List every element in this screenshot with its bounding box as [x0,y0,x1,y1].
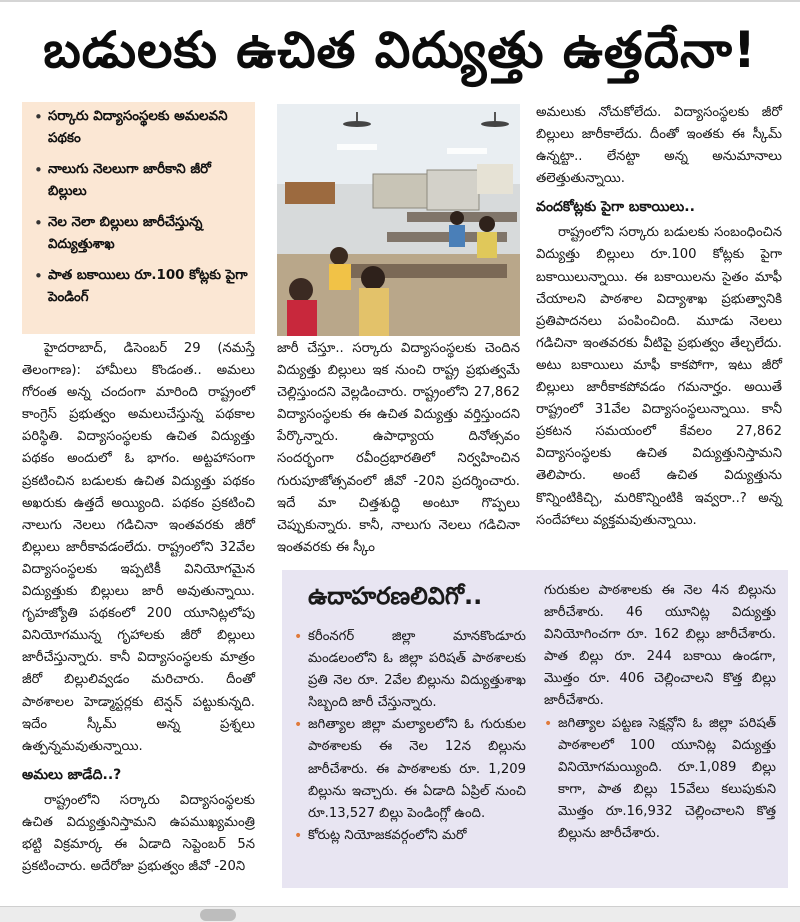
headline: బడులకు ఉచిత విద్యుత్తు ఉత్తదేనా! [43,21,757,79]
highlights-box [22,102,255,334]
article-column-1 [22,338,255,898]
examples-title: ఉదాహరణలివిగో.. [308,582,483,610]
example-text: జగిత్యాల జిల్లా మల్యాలలోని ఓ గురుకుల పాఠశాలకు ఈ నెల 12న బిల్లును జారీచేశారు. ఈ పాఠశాలకు రూ. 1,209 బిల్లును ఇచ్చారు. ఈ ఏడాది ఏప్రిల్ నుంచి రూ.13,527 బిల్లు పెండింగ్లో ఉంది. [308,717,526,821]
bullet-icon: • [34,267,43,285]
section-subhead: అమలు జాడేది..? [22,766,122,783]
highlight-item [34,265,249,309]
bullet-icon: • [294,827,303,844]
example-text: కోరుట్ల నియోజకవర్గంలోని మరో [308,827,467,843]
highlight-text: నెల నెలా బిల్లులు జారీచేస్తున్న విద్యుత్తుశాఖ [48,215,203,252]
example-text: కరీంనగర్ జిల్లా మానకొండూరు మండలంలోని ఓ జిల్లా పరిషత్ పాఠశాలకు ప్రతి నెల రూ. 2వేల బిల్లును విద్యుత్తుశాఖ సిబ్బంది జారీ చేస్తున్నారు. [308,629,526,711]
article-column-2 [277,338,520,564]
article-paragraph: జారీ చేస్తూ.. సర్కారు విద్యాసంస్థలకు చెందిన విద్యుత్తు బిల్లులు ఇక నుంచి రాష్ట్ర ప్రభుత్వమే చెల్లిస్తుందని వెల్లడించారు. రాష్ట్రంలోని 27,862 విద్యాసంస్థలకు ఈ ఉచిత విద్యుత్తు వర్తిస్తుందని పేర్కొన్నారు. ఉపాధ్యాయ దినోత్సవం సందర్భంగా రవీంద్రభారతిలో నిర్వహించిన గురుపూజోత్సవంలో జీవో -20ని ప్రదర్శించారు. ఇదే మా చిత్తశుద్ధి అంటూ గొప్పలు చెప్పుకున్నారు. కానీ, నాలుగు నెలలు గడిచినా ఇంతవరకు ఈ స్కీం [277,341,520,555]
highlight-text: సర్కారు విద్యాసంస్థలకు అమలవని పథకం [48,109,228,146]
bullet-icon: • [34,108,43,126]
example-item [544,713,776,846]
bullet-icon: • [294,629,303,645]
highlight-text: పాత బకాయిలు రూ.100 కోట్లకు పైగా పెండింగ్ [48,268,248,305]
article-column-3 [536,102,782,562]
bullet-icon: • [544,715,553,732]
article-paragraph: అమలుకు నోచుకోలేదు. విద్యాసంస్థలకు జీరో బిల్లులు జారీకాలేదు. దీంతో ఇంతకు ఈ స్కీమ్ ఉన్నట్టా.. లేనట్టా అన్న అనుమానాలు తలెత్తుతున్నాయి. [536,105,782,187]
highlight-text: నాలుగు నెలలుగా జారీకాని జీరో బిల్లులు [48,162,211,199]
article-paragraph: రాష్ట్రంలోని సర్కారు బడులకు సంబంధించిన విద్యుత్తు బిల్లులు రూ.100 కోట్లకు పైగా బకాయిలున్నాయి. ఈ బకాయిలను సైతం మాఫీ చేయాలని పాఠశాల విద్యాశాఖ ప్రభుత్వానికి ప్రతిపాదనలు పంపించింది. మూడు నెలలు గడిచినా ఇంతవరకు వీటిపై ప్రభుత్వం తేల్చలేదు. అటు బకాయిలు మాఫీ కాకపోగా, ఇటు జీరో బిల్లులు జారీకాకపోవడం గమనార్హం. అయితే రాష్ట్రంలో 31వేల విద్యాసంస్థలున్నాయి. కానీ ప్రకటన సమయంలో కేవలం 27,862 విద్యాసంస్థలకు ఉచిత విద్యుత్తునిస్తామని తెలిపారు. అంటే ఉచిత విద్యుత్తును కొన్నింటికిచ్చి, మరికొన్నింటికి ఇవ్వరా..? అన్న సందేహాలు వ్యక్తమవుతున్నాయి. [536,225,782,528]
bullet-icon: • [34,161,43,179]
example-item [294,714,526,824]
top-rule [0,0,800,2]
classroom-photo [277,104,520,336]
example-item [294,825,526,847]
bullet-icon: • [294,717,303,734]
example-text: జగిత్యాల పట్టణ సెక్షన్లోని ఓ జిల్లా పరిషత్ పాఠశాలలో 100 యూనిట్ల విద్యుత్తు వినియోగమయ్యింది. రూ.1,089 బిల్లు కాగా, పాత బిల్లు 15వేలు కలుపుకుని మొత్తం రూ.16,932 చెల్లించాలని కొత్త బిల్లును జారీచేశారు. [558,715,776,842]
bullet-icon: • [34,214,43,232]
section-subhead: వందకోట్లకు పైగా బకాయిలు.. [536,199,695,216]
examples-box [282,570,788,888]
article-paragraph: రాష్ట్రంలోని సర్కారు విద్యాసంస్థలకు ఉచిత విద్యుత్తునిస్తామని ఉపముఖ్యమంత్రి భట్టి విక్రమార్క ఈ ఏడాది సెప్టెంబర్ 5న ప్రకటించారు. అదేరోజు ప్రభుత్వం జీవో -20ని [22,792,255,875]
classroom-illustration [277,104,520,336]
article-paragraph: హైదరాబాద్, డిసెంబర్ 29 (నమస్తే తెలంగాణ): హామీలు కొండంత.. అమలు గోరంత అన్న చందంగా మారింది రాష్ట్రంలో కాంగ్రెస్ ప్రభుత్వం అమలుచేస్తున్న పథకాల పరిస్థితి. విద్యాసంస్థలకు ఉచిత విద్యుత్తు పథకం అందులో ఓ భాగం. అట్టహాసంగా ప్రకటించిన బడులకు ఉచిత విద్యుత్తు పథకం అఖరుకు ఉత్తదే అయ్యింది. పథకం ప్రకటించి నాలుగు నెలలు గడిచినా ఇంతవరకు జీరో బిల్లులు జారీకావడంలేదు. రాష్ట్రంలోని 32వేల విద్యాసంస్థలకు ఇప్పటికీ వినియోగమైన విద్యుత్తుకు బిల్లులు జారీ అవుతున్నాయి. గృహజ్యోతి పథకంలో 200 యూనిట్లలోపు వినియోగమున్న గృహాలకు జీరో బిల్లులు జారీచేస్తున్నారు. కానీ విద్యాసంస్థలకు మాత్రం జీరో బిల్లులివ్వడం మరిచారు. దీంతో పాఠశాలల హెడ్మాస్టర్లకు టెన్షన్ పట్టుకున్నది. ఇదేం స్కీమ్ అన్న ప్రశ్నలు ఉత్పన్నమవుతున్నాయి. [22,341,255,754]
examples-left-column [294,626,526,847]
footer-logo-icon [200,909,236,921]
examples-right-column [544,580,776,845]
highlight-item [34,106,249,150]
highlight-item [34,212,249,256]
page-footer [0,906,800,922]
example-text: గురుకుల పాఠశాలకు ఈ నెల 4న బిల్లును జారీచేశారు. 46 యూనిట్ల విద్యుత్తు వినియోగించగా రూ. 162 బిల్లు జారీచేశారు. పాత బిల్లు రూ. 244 బకాయి ఉండగా, మొత్తం రూ. 406 చెల్లించాలని కొత్త బిల్లు జారీచేశారు. [544,583,776,709]
example-item [294,626,526,714]
highlight-item [34,159,249,203]
